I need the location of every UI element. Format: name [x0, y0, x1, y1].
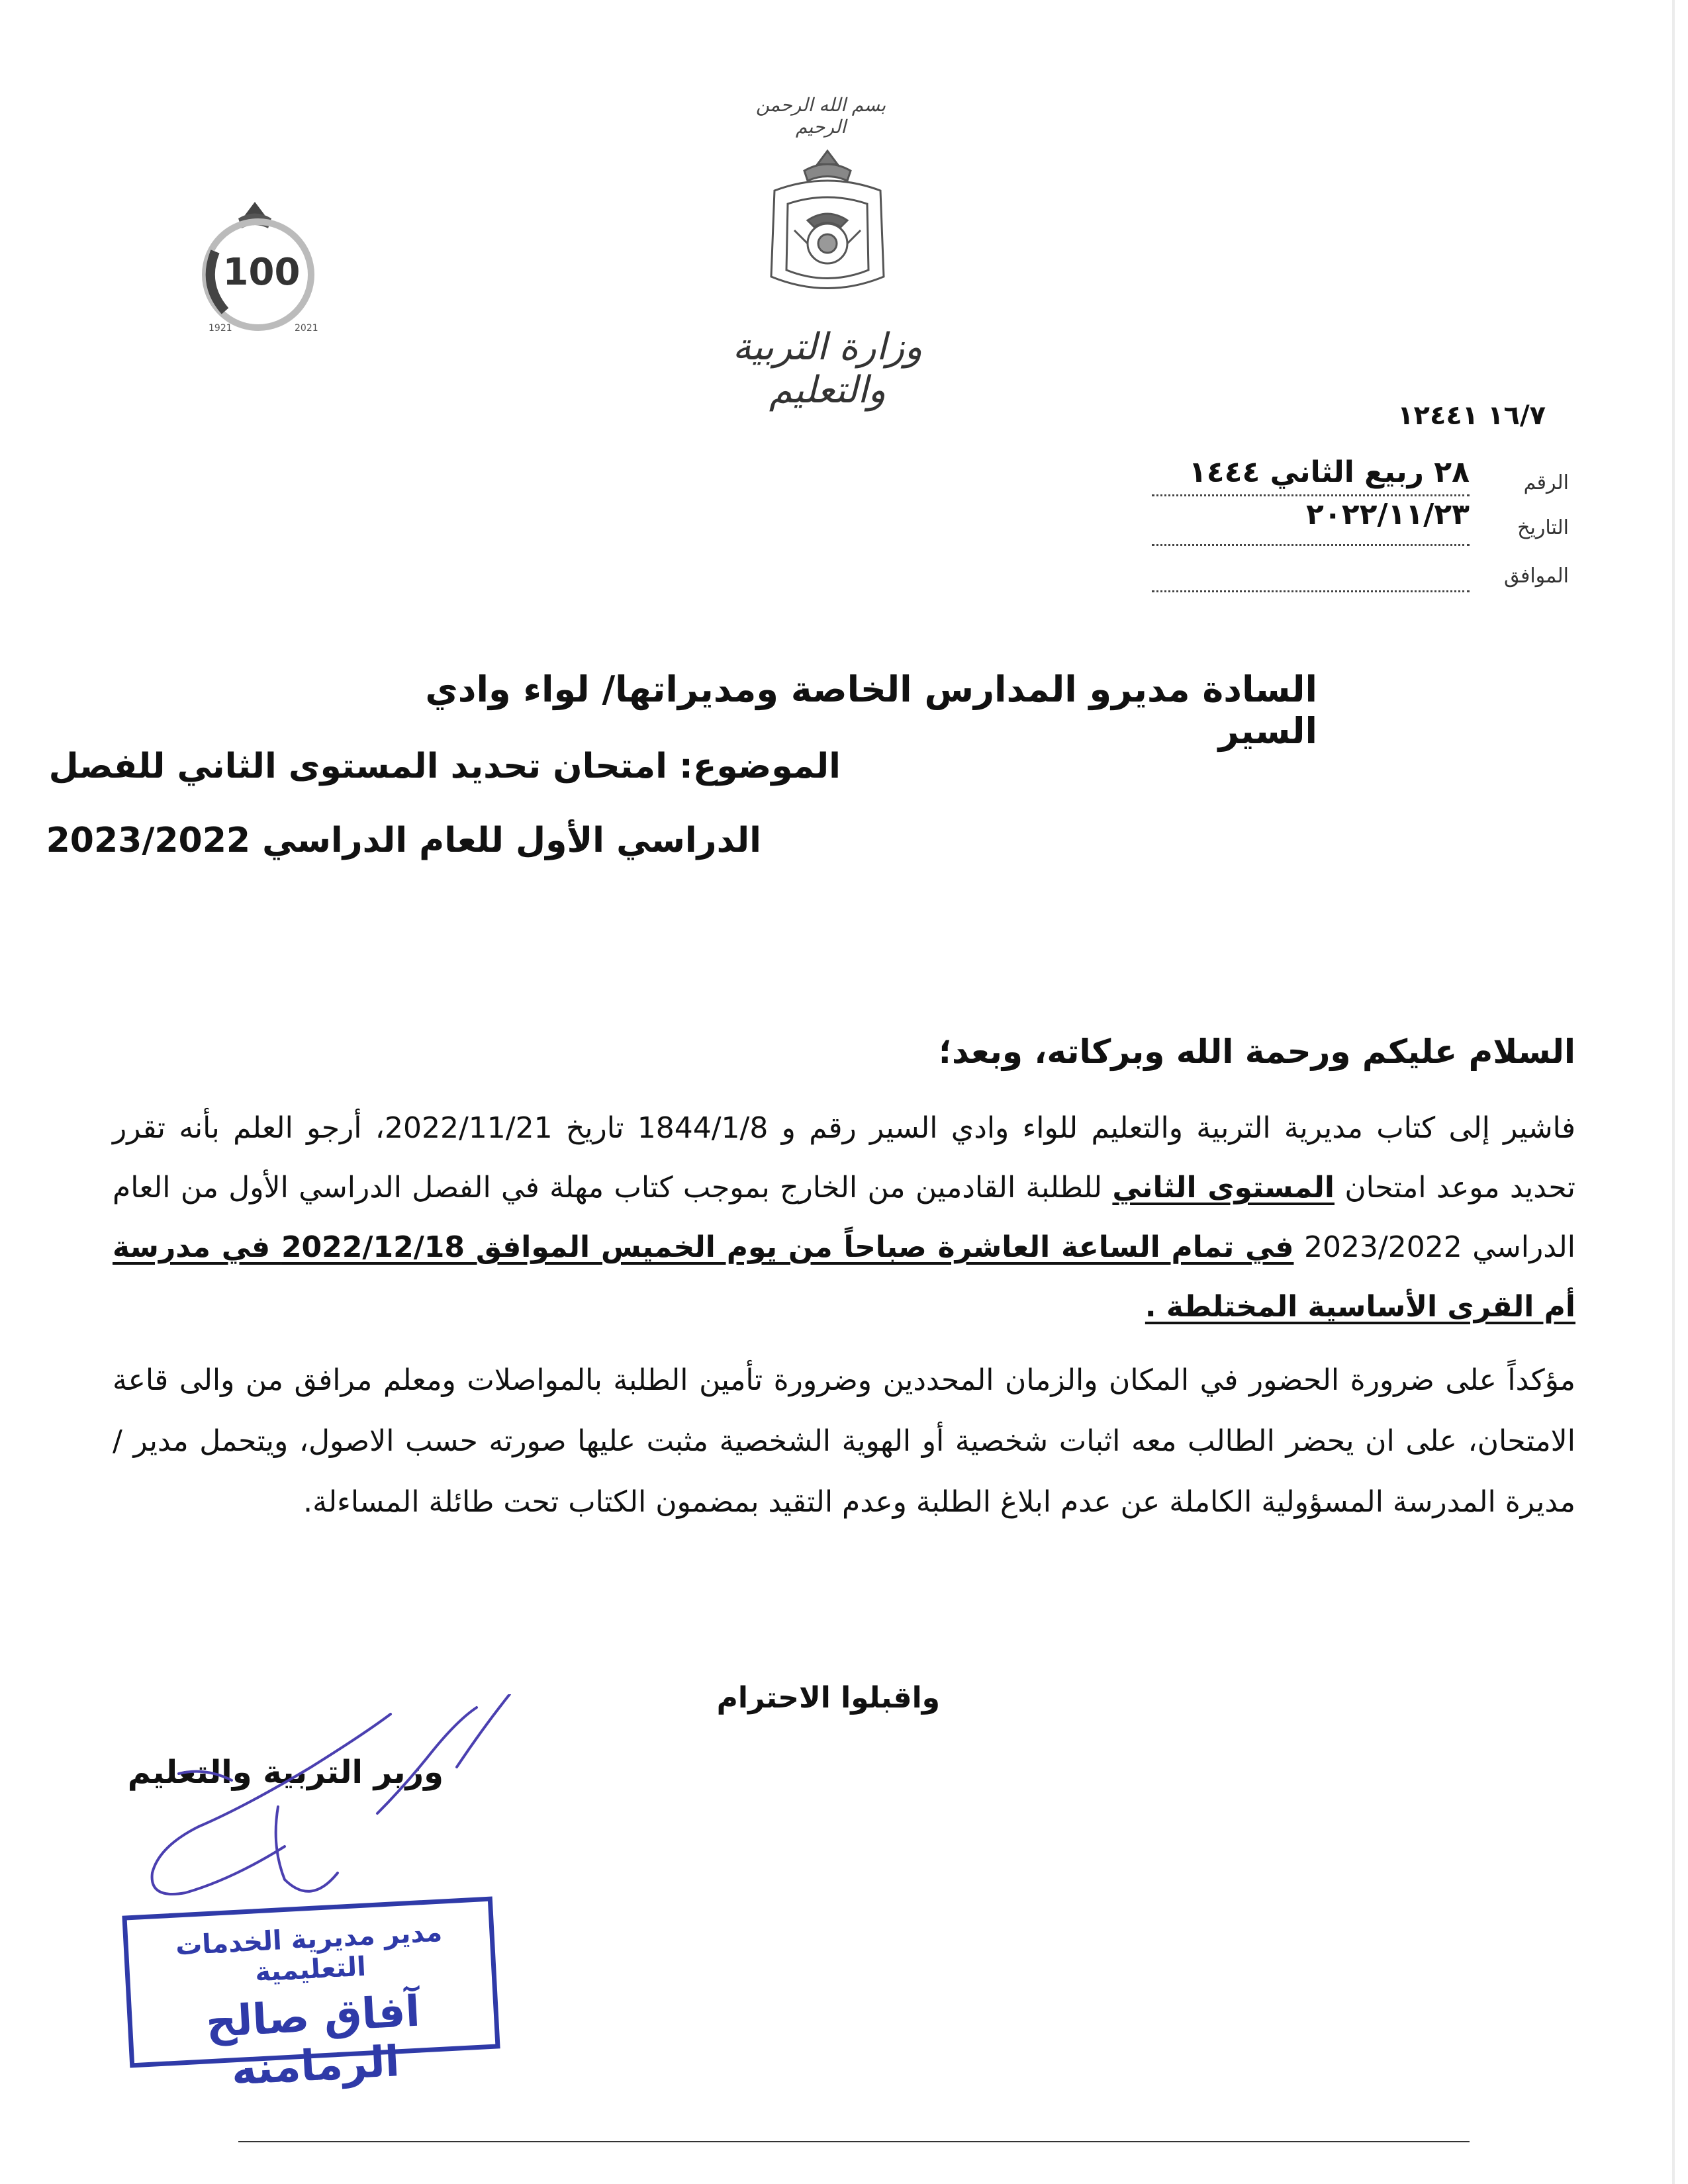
level-emphasis: المستوى الثاني — [1112, 1171, 1335, 1205]
addressee: السادة مديرو المدارس الخاصة ومديراتها/ لواء وادي السير — [425, 668, 1317, 752]
basmala-calligraphy — [735, 94, 907, 138]
gregorian-date: ٢٠٢٢/١١/٢٣ — [1306, 498, 1470, 531]
ministry-name-calligraphy: وزارة التربية والتعليم — [732, 326, 923, 412]
signatory-title: وزير التربية والتعليم — [127, 1754, 444, 1791]
number-dots — [1152, 493, 1470, 496]
centenary-end-year: 2021 — [295, 323, 318, 334]
official-stamp — [122, 1897, 500, 2095]
centenary-start-year: 1921 — [209, 323, 232, 334]
handwritten-signature — [113, 1694, 576, 1933]
basmala-text: بسم الله الرحمن الرحيم — [755, 94, 886, 138]
paragraph-1-part-2: للطلبة القادمين من الخارج بموجب كتاب مهلة في الفصل الدراسي الأول من العام الدراسي 2023/2022 — [113, 1171, 1575, 1264]
date-dots — [1152, 543, 1470, 546]
reference-number: ١٦/٧ ١٢٤٤١ — [1397, 400, 1546, 431]
greeting: السلام عليكم ورحمة الله وبركاته، وبعد؛ — [939, 1032, 1575, 1071]
stamp-name: آفاق صالح الرمامنه — [205, 1987, 422, 2095]
date-label: التاريخ — [1517, 516, 1569, 539]
subject-line-1: الموضوع: امتحان تحديد المستوى الثاني للفصل — [48, 747, 841, 786]
number-label: الرقم — [1523, 471, 1569, 494]
page-edge — [1672, 0, 1675, 2184]
hijri-date: ٢٨ ربيع الثاني ١٤٤٤ — [1188, 455, 1470, 489]
coat-of-arms-emblem — [748, 144, 907, 303]
footer-divider — [238, 2141, 1470, 2142]
stamp-title: مدير مديرية الخدمات التعليمية — [174, 1917, 444, 1988]
paragraph-2: مؤكداً على ضرورة الحضور في المكان والزمان المحددين وضرورة تأمين الطلبة بالمواصلات ومعلم مرافق من والى قاعة الامتحان، على ان يحضر الطالب معه اثبات شخصية أو الهوية الشخصية مثبت عليها صورته حسب الاصول، ويتحمل مدير /مديرة المدرسة المسؤولية الكاملة عن عدم ابلاغ الطلبة وعدم التقيد بمضمون الكتاب تحت طائلة المساءلة. — [113, 1363, 1575, 1519]
corresponding-label: الموافق — [1503, 565, 1569, 588]
exam-time-emphasis: في تمام الساعة العاشرة صباحاً من يوم الخميس الموافق 2022/12/18 في مدرسة أم القرى الأساسية المختلطة . — [113, 1230, 1575, 1324]
paragraph-1 — [113, 1099, 1575, 1337]
centenary-100-logo — [189, 199, 328, 338]
closing: واقبلوا الاحترام — [716, 1681, 940, 1715]
paragraph-1-part-1: فاشير إلى كتاب مديرية التربية والتعليم للواء وادي السير رقم و 1844/1/8 تاريخ 2022/11/21، أرجو العلم بأنه تقرر تحديد موعد امتحان — [113, 1111, 1575, 1205]
corresponding-dots — [1152, 589, 1470, 592]
subject-line-2: الدراسي الأول للعام الدراسي 2023/2022 — [46, 821, 761, 860]
centenary-number: 100 — [222, 251, 301, 294]
